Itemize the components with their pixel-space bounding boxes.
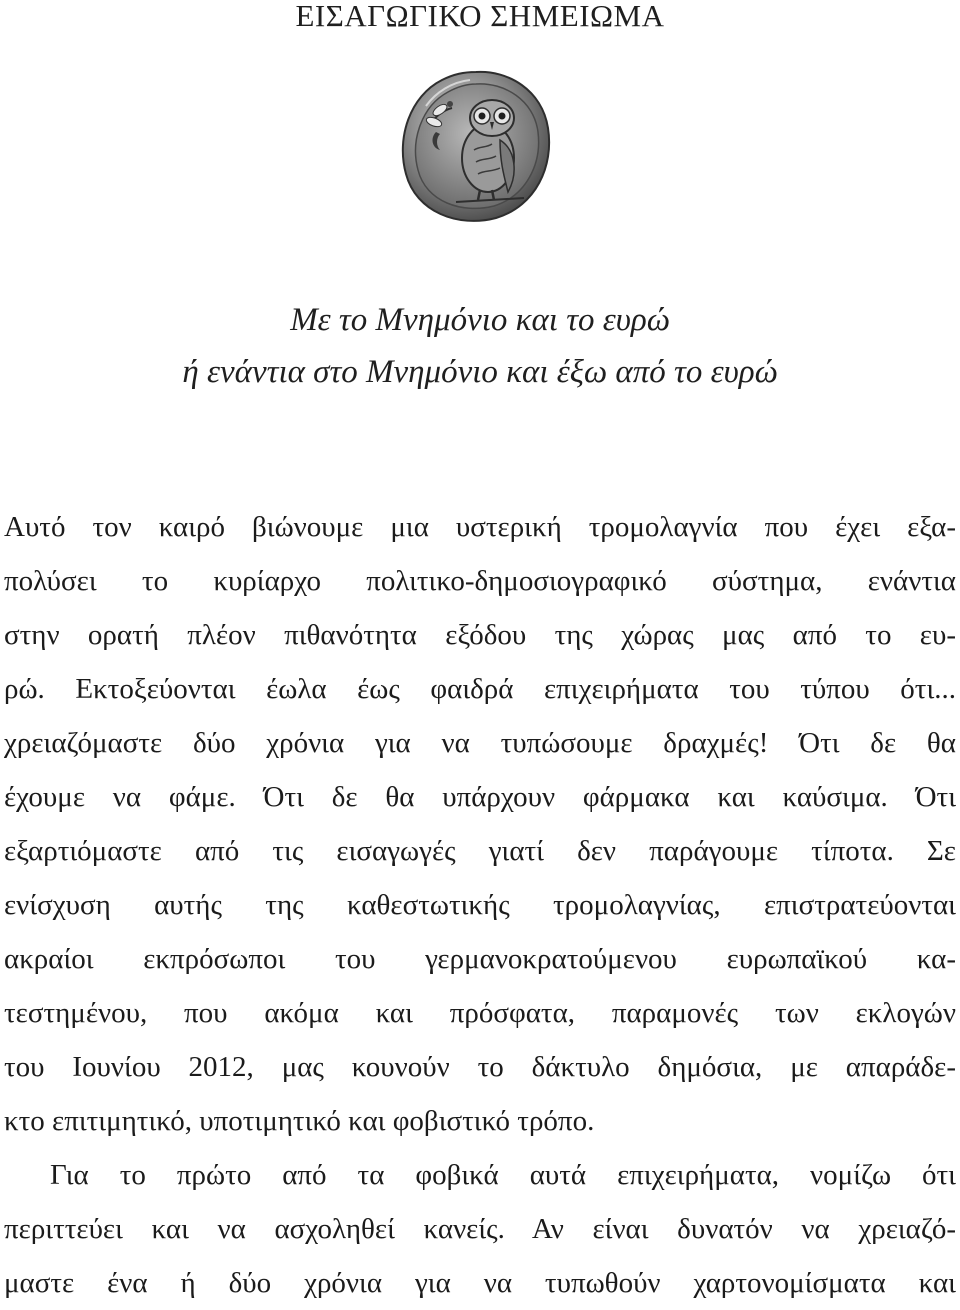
body-line: του Ιουνίου 2012, μας κουνούν το δάκτυλο δημόσια, με απαράδε- — [4, 1051, 956, 1083]
body-text — [4, 500, 956, 1310]
body-line: εξαρτιόμαστε από τις εισαγωγές γιατί δεν παράγουμε τίποτα. Σε — [4, 835, 956, 867]
body-line: στην ορατή πλέον πιθανότητα εξόδου της χώρας μας από το ευ- — [4, 619, 956, 651]
athenian-owl-coin-icon — [396, 66, 556, 226]
body-line: πολύσει το κυρίαρχο πολιτικο-δημοσιογραφικό σύστημα, ενάντια — [4, 565, 956, 597]
subtitle-line-2: ή ενάντια στο Μνημόνιο και έξω από το ευρώ — [182, 354, 778, 390]
body-line: έχουμε να φάμε. Ότι δε θα υπάρχουν φάρμακα και καύσιμα. Ότι — [4, 781, 956, 813]
body-line: ακραίοι εκπρόσωποι του γερμανοκρατούμενου ευρωπαϊκού κα- — [4, 943, 956, 975]
body-line: Αυτό τον καιρό βιώνουμε μια υστερική τρομολαγνία που έχει εξα- — [4, 511, 956, 543]
body-line-paragraph-start: Για το πρώτο από τα φοβικά αυτά επιχειρήματα, νομίζω ότι — [50, 1159, 956, 1191]
page-header: ΕΙΣΑΓΩΓΙΚΟ ΣΗΜΕΙΩΜΑ — [295, 0, 665, 33]
body-line: περιττεύει και να ασχοληθεί κανείς. Αν είναι δυνατόν να χρειαζό- — [4, 1213, 956, 1245]
subtitle-line-1: Με το Μνημόνιο και το ευρώ — [290, 302, 670, 338]
body-line: τεστημένου, που ακόμα και πρόσφατα, παραμονές των εκλογών — [4, 997, 956, 1029]
body-line: ρώ. Εκτοξεύονται έωλα έως φαιδρά επιχειρήματα του τύπου ότι... — [4, 673, 956, 705]
body-line: ενίσχυση αυτής της καθεστωτικής τρομολαγνίας, επιστρατεύονται — [4, 889, 956, 921]
body-line: μαστε ένα ή δύο χρόνια για να τυπωθούν χαρτονομίσματα και — [4, 1267, 956, 1299]
body-line-paragraph-end: κτο επιτιμητικό, υποτιμητικό και φοβιστικό τρόπο. — [4, 1105, 595, 1137]
body-line: χρειαζόμαστε δύο χρόνια για να τυπώσουμε δραχμές! Ότι δε θα — [4, 727, 956, 759]
